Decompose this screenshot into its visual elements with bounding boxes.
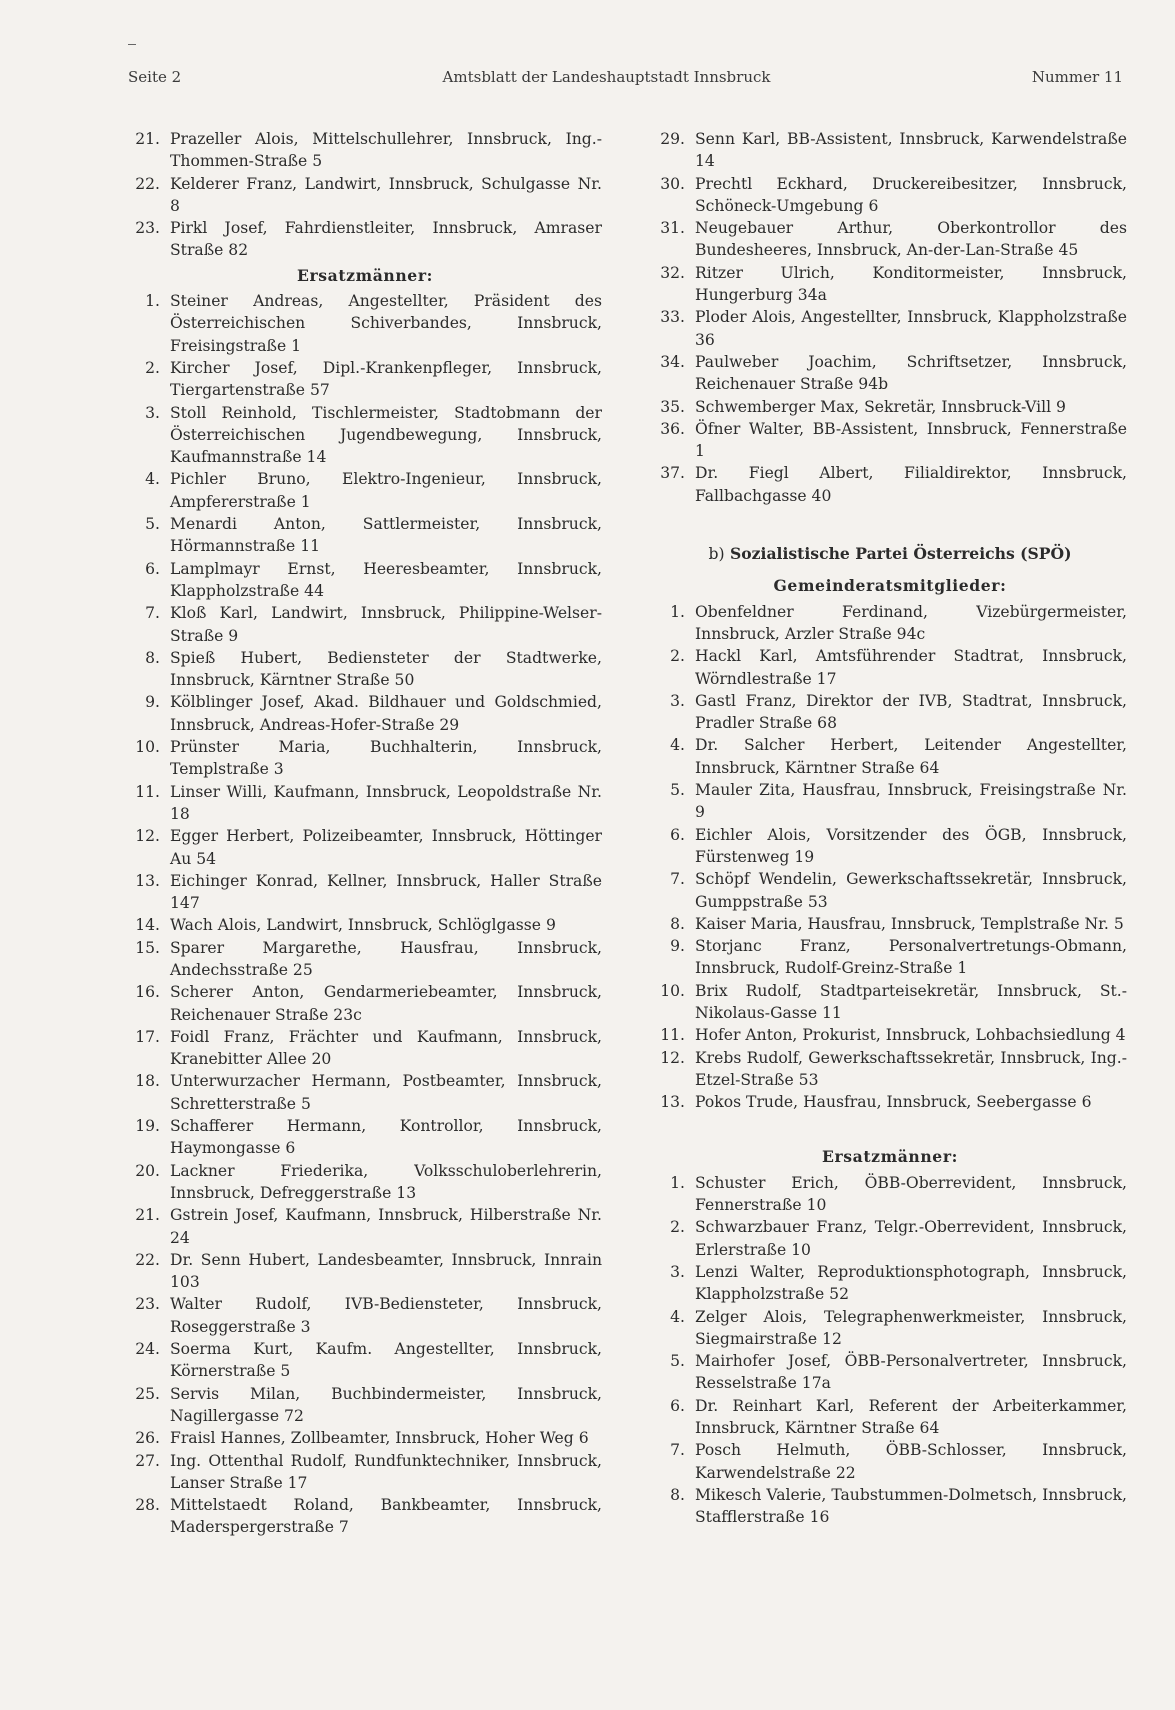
entry-number: 6. xyxy=(670,1396,685,1415)
entry-number: 12. xyxy=(660,1048,685,1067)
entry-text: Hackl Karl, Amtsführender Stadtrat, Innsbruck, Wörndlestraße 17 xyxy=(695,647,1127,688)
entry-text: Prünster Maria, Buchhalterin, Innsbruck, Templstraße 3 xyxy=(170,738,602,779)
entry-number: 22. xyxy=(135,1250,160,1269)
entry-number: 5. xyxy=(670,781,685,800)
entry-number: 2. xyxy=(145,358,160,377)
entry-number: 19. xyxy=(135,1117,160,1136)
list-item xyxy=(128,513,602,558)
entry-text: Neugebauer Arthur, Oberkontrollor des Bundesheeres, Innsbruck, An-der-Lan-Straße 45 xyxy=(695,219,1127,260)
entry-text: Pichler Bruno, Elektro-Ingenieur, Innsbruck, Ampfererstraße 1 xyxy=(170,470,602,511)
list-item xyxy=(653,868,1127,913)
list-item xyxy=(653,1172,1127,1217)
section-heading-gemeinderat: Gemeinderatsmitglieder: xyxy=(773,576,1007,596)
entry-text: Menardi Anton, Sattlermeister, Innsbruck, Hörmannstraße 11 xyxy=(170,515,602,556)
entry-number: 21. xyxy=(135,1206,160,1225)
list-item xyxy=(128,691,602,736)
entry-number: 5. xyxy=(145,515,160,534)
list-item xyxy=(128,1160,602,1205)
list-item xyxy=(653,1484,1127,1529)
list-item xyxy=(128,1249,602,1294)
entry-number: 3. xyxy=(145,403,160,422)
entry-text: Dr. Reinhart Karl, Referent der Arbeiterkammer, Innsbruck, Kärntner Straße 64 xyxy=(695,1396,1127,1438)
entry-text: Brix Rudolf, Stadtparteisekretär, Innsbruck, St.-Nikolaus-Gasse 11 xyxy=(695,981,1127,1022)
entry-text: Mikesch Valerie, Taubstummen-Dolmetsch, Innsbruck, Stafflerstraße 16 xyxy=(695,1485,1127,1527)
entry-number: 4. xyxy=(145,470,160,489)
entry-number: 26. xyxy=(135,1429,160,1448)
entry-number: 6. xyxy=(145,559,160,578)
list-item xyxy=(653,1091,1127,1113)
entry-text: Mairhofer Josef, ÖBB-Personalvertreter, Innsbruck, Resselstraße 17a xyxy=(695,1352,1127,1393)
section-heading-ersatzmaenner-spoe: Ersatzmänner: xyxy=(821,1147,958,1167)
entry-number: 15. xyxy=(135,938,160,957)
entry-number: 3. xyxy=(670,1262,685,1281)
entry-number: 6. xyxy=(670,825,685,844)
list-item xyxy=(128,1115,602,1160)
entry-text: Dr. Senn Hubert, Landesbeamter, Innsbruck, Innrain 103 xyxy=(170,1250,602,1292)
entry-number: 9. xyxy=(145,693,160,712)
entry-text: Schöpf Wendelin, Gewerkschaftssekretär, Innsbruck, Gumppstraße 53 xyxy=(695,870,1127,911)
list-item xyxy=(653,1350,1127,1395)
list-item xyxy=(128,736,602,781)
entry-text: Posch Helmuth, ÖBB-Schlosser, Innsbruck, Karwendelstraße 22 xyxy=(695,1441,1127,1482)
list-item xyxy=(653,1306,1127,1351)
entry-number: 7. xyxy=(145,604,160,623)
list-item xyxy=(128,914,602,936)
entry-text: Unterwurzacher Hermann, Postbeamter, Innsbruck, Schretterstraße 5 xyxy=(170,1072,602,1113)
entry-number: 17. xyxy=(135,1027,160,1046)
entry-number: 11. xyxy=(135,782,160,801)
entry-text: Dr. Salcher Herbert, Leitender Angestellter, Innsbruck, Kärntner Straße 64 xyxy=(695,736,1127,777)
entry-text: Storjanc Franz, Personalvertretungs-Obmann, Innsbruck, Rudolf-Greinz-Straße 1 xyxy=(695,937,1127,978)
entry-text: Kelderer Franz, Landwirt, Innsbruck, Schulgasse Nr. 8 xyxy=(170,174,602,215)
list-item xyxy=(128,937,602,982)
entry-text: Wach Alois, Landwirt, Innsbruck, Schlöglgasse 9 xyxy=(170,916,556,935)
party-name: Sozialistische Partei Österreichs (SPÖ) xyxy=(730,544,1072,564)
list-item xyxy=(128,781,602,826)
list-item xyxy=(128,402,602,469)
entry-text: Stoll Reinhold, Tischlermeister, Stadtobmann der Österreichischen Jugendbewegung, Innsbruck, Kaufmannstraße 14 xyxy=(170,403,602,467)
list-item xyxy=(653,601,1127,646)
right-column xyxy=(653,128,1127,1529)
list-item xyxy=(128,1494,602,1539)
entry-text: Lamplmayr Ernst, Heeresbeamter, Innsbruck, Klappholzstraße 44 xyxy=(170,559,602,600)
entry-text: Eichinger Konrad, Kellner, Innsbruck, Haller Straße 147 xyxy=(170,871,602,913)
entry-number: 3. xyxy=(670,691,685,710)
list-item xyxy=(128,870,602,915)
entry-number: 35. xyxy=(660,397,685,416)
entry-number: 20. xyxy=(135,1161,160,1180)
entry-number: 22. xyxy=(135,174,160,193)
entry-text: Prazeller Alois, Mittelschullehrer, Innsbruck, Ing.-Thommen-Straße 5 xyxy=(170,130,602,171)
right-entries-b xyxy=(653,601,1127,1114)
list-item xyxy=(653,128,1127,173)
entry-text: Soerma Kurt, Kaufm. Angestellter, Innsbruck, Körnerstraße 5 xyxy=(170,1340,602,1381)
entry-number: 1. xyxy=(670,602,685,621)
entry-number: 23. xyxy=(135,219,160,238)
right-entries-a xyxy=(653,128,1127,507)
entry-number: 14. xyxy=(135,916,160,935)
entry-text: Paulweber Joachim, Schriftsetzer, Innsbruck, Reichenauer Straße 94b xyxy=(695,352,1127,394)
entry-number: 36. xyxy=(660,419,685,438)
entry-text: Scherer Anton, Gendarmeriebeamter, Innsbruck, Reichenauer Straße 23c xyxy=(170,983,602,1024)
list-item xyxy=(653,418,1127,463)
list-item xyxy=(653,1395,1127,1440)
list-item xyxy=(128,468,602,513)
list-item xyxy=(653,645,1127,690)
entry-text: Pokos Trude, Hausfrau, Innsbruck, Seebergasse 6 xyxy=(695,1093,1092,1112)
list-item xyxy=(128,1383,602,1428)
entry-number: 8. xyxy=(145,648,160,667)
entry-text: Lenzi Walter, Reproduktionsphotograph, Innsbruck, Klappholzstraße 52 xyxy=(695,1262,1127,1304)
list-item xyxy=(653,1024,1127,1046)
entry-text: Gastl Franz, Direktor der IVB, Stadtrat, Innsbruck, Pradler Straße 68 xyxy=(695,691,1127,733)
entry-number: 28. xyxy=(135,1496,160,1515)
list-item xyxy=(653,217,1127,262)
entry-text: Hofer Anton, Prokurist, Innsbruck, Lohbachsiedlung 4 xyxy=(695,1026,1126,1045)
list-item xyxy=(128,1026,602,1071)
list-item xyxy=(653,1216,1127,1261)
list-item xyxy=(653,462,1127,507)
list-item xyxy=(128,1293,602,1338)
entry-text: Ritzer Ulrich, Konditormeister, Innsbruck, Hungerburg 34a xyxy=(695,263,1127,305)
entry-number: 9. xyxy=(670,937,685,956)
publication-title: Amtsblatt der Landeshauptstadt Innsbruck xyxy=(442,68,771,86)
entry-number: 2. xyxy=(670,1218,685,1237)
entry-number: 13. xyxy=(660,1093,685,1112)
entry-text: Pirkl Josef, Fahrdienstleiter, Innsbruck, Amraser Straße 82 xyxy=(170,219,602,260)
entry-text: Steiner Andreas, Angestellter, Präsident des Österreichischen Schiverbandes, Innsbruck, Freisingstraße 1 xyxy=(170,292,602,355)
list-item xyxy=(653,913,1127,935)
entry-number: 1. xyxy=(145,292,160,311)
entry-text: Mauler Zita, Hausfrau, Innsbruck, Freisingstraße Nr. 9 xyxy=(695,781,1127,822)
entry-text: Spieß Hubert, Bediensteter der Stadtwerke, Innsbruck, Kärntner Straße 50 xyxy=(170,648,602,690)
entry-number: 8. xyxy=(670,914,685,933)
entry-number: 7. xyxy=(670,870,685,889)
party-heading xyxy=(653,543,1127,565)
list-item xyxy=(653,1261,1127,1306)
entry-number: 18. xyxy=(135,1072,160,1091)
list-item xyxy=(653,1047,1127,1092)
list-item xyxy=(653,1439,1127,1484)
entry-number: 33. xyxy=(660,308,685,327)
entry-text: Fraisl Hannes, Zollbeamter, Innsbruck, Hoher Weg 6 xyxy=(170,1429,589,1448)
entry-text: Egger Herbert, Polizeibeamter, Innsbruck, Höttinger Au 54 xyxy=(170,827,602,868)
entry-text: Krebs Rudolf, Gewerkschaftssekretär, Innsbruck, Ing.-Etzel-Straße 53 xyxy=(695,1048,1127,1089)
entry-text: Schwarzbauer Franz, Telgr.-Oberrevident, Innsbruck, Erlerstraße 10 xyxy=(695,1218,1127,1259)
entry-text: Prechtl Eckhard, Druckereibesitzer, Innsbruck, Schöneck-Umgebung 6 xyxy=(695,174,1127,215)
list-item xyxy=(128,173,602,218)
list-item xyxy=(653,734,1127,779)
list-item xyxy=(653,935,1127,980)
list-item xyxy=(128,217,602,262)
list-item xyxy=(128,128,602,173)
entry-text: Lackner Friederika, Volksschuloberlehrerin, Innsbruck, Defreggerstraße 13 xyxy=(170,1161,602,1202)
entry-text: Kölblinger Josef, Akad. Bildhauer und Goldschmied, Innsbruck, Andreas-Hofer-Straße 29 xyxy=(170,693,602,734)
section-heading-ersatzmaenner: Ersatzmänner: xyxy=(296,265,433,285)
page-header xyxy=(128,68,1123,86)
entry-number: 4. xyxy=(670,1307,685,1326)
list-item xyxy=(128,1427,602,1449)
entry-number: 24. xyxy=(135,1340,160,1359)
entry-text: Öfner Walter, BB-Assistent, Innsbruck, Fennerstraße 1 xyxy=(695,419,1127,461)
entry-number: 27. xyxy=(135,1451,160,1470)
spacer xyxy=(653,1113,1127,1143)
entry-number: 10. xyxy=(135,738,160,757)
entry-number: 5. xyxy=(670,1352,685,1371)
entry-text: Schwemberger Max, Sekretär, Innsbruck-Vill 9 xyxy=(695,397,1066,416)
entry-text: Kaiser Maria, Hausfrau, Innsbruck, Templstraße Nr. 5 xyxy=(695,914,1124,933)
entry-number: 32. xyxy=(660,263,685,282)
list-item xyxy=(653,980,1127,1025)
entry-text: Foidl Franz, Frächter und Kaufmann, Innsbruck, Kranebitter Allee 20 xyxy=(170,1027,602,1069)
entry-number: 1. xyxy=(670,1173,685,1192)
party-label: b) xyxy=(708,545,725,564)
entry-text: Servis Milan, Buchbindermeister, Innsbruck, Nagillergasse 72 xyxy=(170,1384,602,1425)
list-item xyxy=(128,602,602,647)
entry-number: 4. xyxy=(670,736,685,755)
entry-number: 21. xyxy=(135,130,160,148)
entry-text: Walter Rudolf, IVB-Bediensteter, Innsbruck, Roseggerstraße 3 xyxy=(170,1295,602,1336)
entry-text: Eichler Alois, Vorsitzender des ÖGB, Innsbruck, Fürstenweg 19 xyxy=(695,825,1127,866)
entry-number: 23. xyxy=(135,1295,160,1314)
list-item xyxy=(653,396,1127,418)
list-item xyxy=(653,262,1127,307)
entry-number: 31. xyxy=(660,219,685,238)
entry-number: 37. xyxy=(660,464,685,483)
entry-text: Obenfeldner Ferdinand, Vizebürgermeister, Innsbruck, Arzler Straße 94c xyxy=(695,602,1127,643)
entry-text: Gstrein Josef, Kaufmann, Innsbruck, Hilberstraße Nr. 24 xyxy=(170,1206,602,1247)
list-item xyxy=(653,779,1127,824)
list-item xyxy=(128,825,602,870)
list-item xyxy=(653,173,1127,218)
entry-number: 34. xyxy=(660,352,685,371)
entry-number: 7. xyxy=(670,1441,685,1460)
left-entries-a xyxy=(128,128,602,262)
list-item xyxy=(653,351,1127,396)
list-item xyxy=(128,1204,602,1249)
entry-text: Schuster Erich, ÖBB-Oberrevident, Innsbruck, Fennerstraße 10 xyxy=(695,1173,1127,1215)
list-item xyxy=(653,824,1127,869)
entry-text: Schafferer Hermann, Kontrollor, Innsbruck, Haymongasse 6 xyxy=(170,1117,602,1158)
entry-text: Ing. Ottenthal Rudolf, Rundfunktechniker, Innsbruck, Lanser Straße 17 xyxy=(170,1451,602,1492)
issue-number: Nummer 11 xyxy=(1031,68,1123,86)
right-entries-c xyxy=(653,1172,1127,1529)
list-item xyxy=(128,558,602,603)
list-item xyxy=(128,290,602,357)
list-item xyxy=(653,690,1127,735)
list-item xyxy=(128,1338,602,1383)
entry-text: Dr. Fiegl Albert, Filialdirektor, Innsbruck, Fallbachgasse 40 xyxy=(695,464,1127,505)
entry-text: Mittelstaedt Roland, Bankbeamter, Innsbruck, Maderspergerstraße 7 xyxy=(170,1496,602,1537)
list-item xyxy=(128,981,602,1026)
page-number: Seite 2 xyxy=(128,68,182,86)
entry-text: Zelger Alois, Telegraphenwerkmeister, Innsbruck, Siegmairstraße 12 xyxy=(695,1307,1127,1348)
entry-number: 29. xyxy=(660,130,685,148)
entry-text: Sparer Margarethe, Hausfrau, Innsbruck, Andechsstraße 25 xyxy=(170,938,602,979)
list-item xyxy=(128,1070,602,1115)
scan-mark xyxy=(128,44,136,45)
list-item xyxy=(653,306,1127,351)
entry-number: 16. xyxy=(135,983,160,1002)
left-entries-b xyxy=(128,290,602,1539)
entry-number: 2. xyxy=(670,647,685,666)
entry-text: Ploder Alois, Angestellter, Innsbruck, Klappholzstraße 36 xyxy=(695,308,1127,349)
entry-number: 12. xyxy=(135,827,160,846)
entry-text: Senn Karl, BB-Assistent, Innsbruck, Karwendelstraße 14 xyxy=(695,130,1127,171)
entry-text: Kircher Josef, Dipl.-Krankenpfleger, Innsbruck, Tiergartenstraße 57 xyxy=(170,358,602,400)
left-column xyxy=(128,128,602,1539)
entry-number: 10. xyxy=(660,981,685,1000)
entry-text: Linser Willi, Kaufmann, Innsbruck, Leopoldstraße Nr. 18 xyxy=(170,782,602,823)
entry-number: 13. xyxy=(135,871,160,890)
entry-number: 25. xyxy=(135,1384,160,1403)
entry-number: 8. xyxy=(670,1485,685,1504)
list-item xyxy=(128,647,602,692)
list-item xyxy=(128,1450,602,1495)
entry-text: Kloß Karl, Landwirt, Innsbruck, Philippine-Welser-Straße 9 xyxy=(170,604,602,645)
entry-number: 11. xyxy=(660,1026,685,1045)
entry-number: 30. xyxy=(660,174,685,193)
list-item xyxy=(128,357,602,402)
